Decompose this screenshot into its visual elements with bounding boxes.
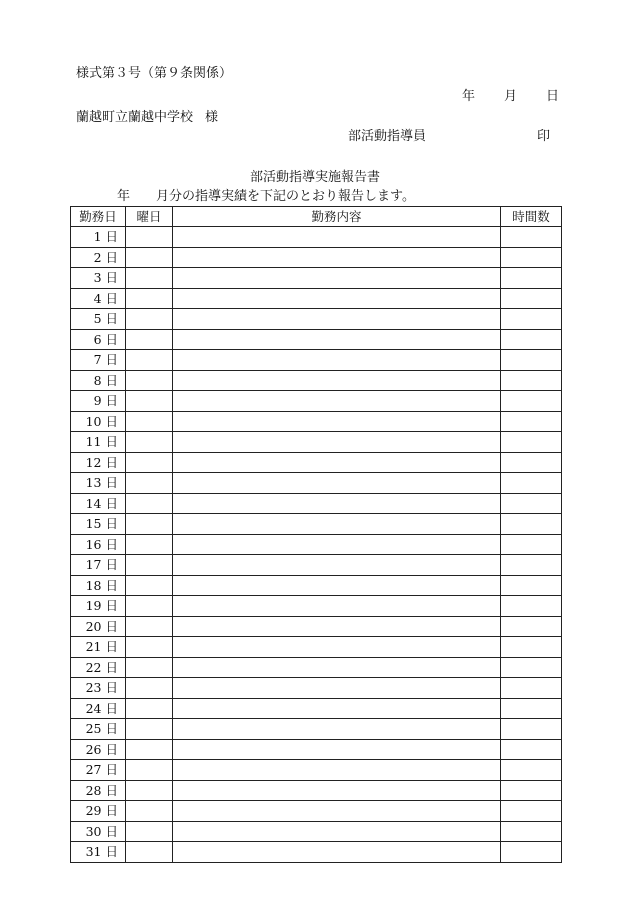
table-row: [71, 719, 562, 740]
cell-work-content[interactable]: [173, 268, 501, 289]
cell-work-content[interactable]: [173, 801, 501, 822]
cell-weekday[interactable]: [126, 329, 173, 350]
cell-hours[interactable]: [501, 493, 562, 514]
cell-weekday[interactable]: [126, 780, 173, 801]
cell-work-content[interactable]: [173, 247, 501, 268]
cell-work-day: 6 日: [71, 329, 126, 350]
cell-weekday[interactable]: [126, 350, 173, 371]
cell-weekday[interactable]: [126, 596, 173, 617]
column-header-work-day: 勤務日: [71, 207, 126, 227]
table-header-row: [71, 207, 562, 227]
date-day-label: 日: [546, 89, 560, 104]
lead-year-label: 年: [117, 189, 131, 204]
cell-work-content[interactable]: [173, 821, 501, 842]
cell-hours[interactable]: [501, 801, 562, 822]
cell-weekday[interactable]: [126, 268, 173, 289]
cell-work-day: 16 日: [71, 534, 126, 555]
cell-weekday[interactable]: [126, 370, 173, 391]
cell-hours[interactable]: [501, 760, 562, 781]
cell-work-day: 17 日: [71, 555, 126, 576]
cell-hours[interactable]: [501, 575, 562, 596]
table-row: [71, 760, 562, 781]
table-row: [71, 678, 562, 699]
table-row: [71, 637, 562, 658]
cell-weekday[interactable]: [126, 227, 173, 248]
lead-text: 月分の指導実績を下記のとおり報告します。: [156, 189, 415, 204]
cell-hours[interactable]: [501, 411, 562, 432]
cell-weekday[interactable]: [126, 452, 173, 473]
table-row: [71, 391, 562, 412]
form-number: 様式第３号（第９条関係）: [76, 66, 233, 81]
cell-hours[interactable]: [501, 739, 562, 760]
cell-hours[interactable]: [501, 821, 562, 842]
cell-work-content[interactable]: [173, 350, 501, 371]
cell-work-content[interactable]: [173, 657, 501, 678]
cell-work-day: 8 日: [71, 370, 126, 391]
document-title: 部活動指導実施報告書: [249, 170, 380, 185]
cell-work-day: 28 日: [71, 780, 126, 801]
table-row: [71, 780, 562, 801]
cell-work-day: 30 日: [71, 821, 126, 842]
table-row: [71, 596, 562, 617]
table-row: [71, 616, 562, 637]
cell-weekday[interactable]: [126, 411, 173, 432]
date-year-label: 年: [462, 89, 476, 104]
cell-work-content[interactable]: [173, 391, 501, 412]
cell-hours[interactable]: [501, 596, 562, 617]
cell-hours[interactable]: [501, 370, 562, 391]
cell-weekday[interactable]: [126, 637, 173, 658]
cell-hours[interactable]: [501, 268, 562, 289]
cell-hours[interactable]: [501, 842, 562, 863]
cell-hours[interactable]: [501, 329, 562, 350]
table-row: [71, 268, 562, 289]
column-header-weekday: 曜日: [126, 207, 173, 227]
cell-work-day: 2 日: [71, 247, 126, 268]
cell-work-content[interactable]: [173, 842, 501, 863]
table-row: [71, 575, 562, 596]
cell-hours[interactable]: [501, 432, 562, 453]
cell-weekday[interactable]: [126, 821, 173, 842]
cell-weekday[interactable]: [126, 678, 173, 699]
cell-weekday[interactable]: [126, 616, 173, 637]
table-row: [71, 309, 562, 330]
cell-hours[interactable]: [501, 616, 562, 637]
cell-work-content[interactable]: [173, 473, 501, 494]
cell-weekday[interactable]: [126, 534, 173, 555]
cell-work-content[interactable]: [173, 780, 501, 801]
cell-hours[interactable]: [501, 719, 562, 740]
cell-work-day: 23 日: [71, 678, 126, 699]
cell-hours[interactable]: [501, 657, 562, 678]
cell-work-day: 14 日: [71, 493, 126, 514]
cell-weekday[interactable]: [126, 309, 173, 330]
cell-work-content[interactable]: [173, 288, 501, 309]
cell-work-content[interactable]: [173, 575, 501, 596]
work-log-table: [70, 206, 562, 863]
cell-work-content[interactable]: [173, 678, 501, 699]
cell-work-content[interactable]: [173, 719, 501, 740]
cell-weekday[interactable]: [126, 842, 173, 863]
cell-hours[interactable]: [501, 247, 562, 268]
table-row: [71, 493, 562, 514]
cell-hours[interactable]: [501, 555, 562, 576]
cell-weekday[interactable]: [126, 514, 173, 535]
cell-weekday[interactable]: [126, 719, 173, 740]
cell-hours[interactable]: [501, 637, 562, 658]
cell-work-day: 18 日: [71, 575, 126, 596]
cell-weekday[interactable]: [126, 247, 173, 268]
cell-work-content[interactable]: [173, 411, 501, 432]
table-row: [71, 657, 562, 678]
cell-work-day: 5 日: [71, 309, 126, 330]
cell-hours[interactable]: [501, 698, 562, 719]
cell-work-day: 10 日: [71, 411, 126, 432]
cell-work-content[interactable]: [173, 555, 501, 576]
table-row: [71, 821, 562, 842]
table-row: [71, 514, 562, 535]
cell-hours[interactable]: [501, 227, 562, 248]
cell-weekday[interactable]: [126, 432, 173, 453]
cell-work-day: 20 日: [71, 616, 126, 637]
cell-work-day: 9 日: [71, 391, 126, 412]
cell-hours[interactable]: [501, 309, 562, 330]
seal-mark: 印: [537, 129, 551, 144]
table-row: [71, 370, 562, 391]
table-row: [71, 432, 562, 453]
cell-hours[interactable]: [501, 678, 562, 699]
cell-work-day: 29 日: [71, 801, 126, 822]
cell-work-day: 11 日: [71, 432, 126, 453]
cell-work-content[interactable]: [173, 616, 501, 637]
cell-work-day: 7 日: [71, 350, 126, 371]
cell-work-content[interactable]: [173, 432, 501, 453]
cell-hours[interactable]: [501, 514, 562, 535]
table-row: [71, 473, 562, 494]
table-row: [71, 350, 562, 371]
cell-weekday[interactable]: [126, 391, 173, 412]
cell-work-day: 13 日: [71, 473, 126, 494]
cell-work-content[interactable]: [173, 698, 501, 719]
cell-work-content[interactable]: [173, 534, 501, 555]
column-header-hours: 時間数: [501, 207, 562, 227]
cell-weekday[interactable]: [126, 288, 173, 309]
table-row: [71, 329, 562, 350]
cell-hours[interactable]: [501, 288, 562, 309]
table-row: [71, 452, 562, 473]
cell-weekday[interactable]: [126, 555, 173, 576]
lead-sentence: [117, 189, 415, 205]
cell-hours[interactable]: [501, 780, 562, 801]
table-row: [71, 411, 562, 432]
cell-work-day: 24 日: [71, 698, 126, 719]
cell-work-content[interactable]: [173, 329, 501, 350]
cell-hours[interactable]: [501, 473, 562, 494]
cell-work-content[interactable]: [173, 596, 501, 617]
cell-work-content[interactable]: [173, 760, 501, 781]
cell-work-day: 4 日: [71, 288, 126, 309]
cell-hours[interactable]: [501, 350, 562, 371]
cell-work-day: 19 日: [71, 596, 126, 617]
cell-hours[interactable]: [501, 452, 562, 473]
cell-work-day: 1 日: [71, 227, 126, 248]
cell-work-content[interactable]: [173, 739, 501, 760]
table-row: [71, 534, 562, 555]
cell-work-content[interactable]: [173, 370, 501, 391]
table-row: [71, 842, 562, 863]
cell-work-content[interactable]: [173, 227, 501, 248]
table-row: [71, 227, 562, 248]
instructor-label: 部活動指導員: [348, 129, 427, 144]
table-row: [71, 555, 562, 576]
cell-weekday[interactable]: [126, 473, 173, 494]
addressee-school: 蘭越町立蘭越中学校: [76, 110, 194, 125]
cell-work-day: 3 日: [71, 268, 126, 289]
date-month-label: 月: [504, 89, 518, 104]
cell-work-content[interactable]: [173, 637, 501, 658]
cell-hours[interactable]: [501, 391, 562, 412]
table-row: [71, 739, 562, 760]
cell-work-content[interactable]: [173, 514, 501, 535]
date-line: [462, 89, 559, 105]
cell-work-day: 22 日: [71, 657, 126, 678]
cell-work-day: 27 日: [71, 760, 126, 781]
table-row: [71, 698, 562, 719]
table-row: [71, 288, 562, 309]
table-row: [71, 801, 562, 822]
cell-work-content[interactable]: [173, 309, 501, 330]
cell-work-day: 15 日: [71, 514, 126, 535]
addressee-honorific: 様: [205, 110, 219, 125]
cell-work-day: 12 日: [71, 452, 126, 473]
cell-work-day: 21 日: [71, 637, 126, 658]
cell-weekday[interactable]: [126, 493, 173, 514]
cell-weekday[interactable]: [126, 575, 173, 596]
cell-weekday[interactable]: [126, 698, 173, 719]
cell-work-day: 31 日: [71, 842, 126, 863]
cell-weekday[interactable]: [126, 657, 173, 678]
cell-weekday[interactable]: [126, 801, 173, 822]
cell-weekday[interactable]: [126, 739, 173, 760]
cell-work-content[interactable]: [173, 493, 501, 514]
addressee-line: [76, 110, 218, 126]
cell-hours[interactable]: [501, 534, 562, 555]
column-header-work-content: 勤務内容: [173, 207, 501, 227]
cell-weekday[interactable]: [126, 760, 173, 781]
cell-work-day: 26 日: [71, 739, 126, 760]
cell-work-content[interactable]: [173, 452, 501, 473]
cell-work-day: 25 日: [71, 719, 126, 740]
table-row: [71, 247, 562, 268]
